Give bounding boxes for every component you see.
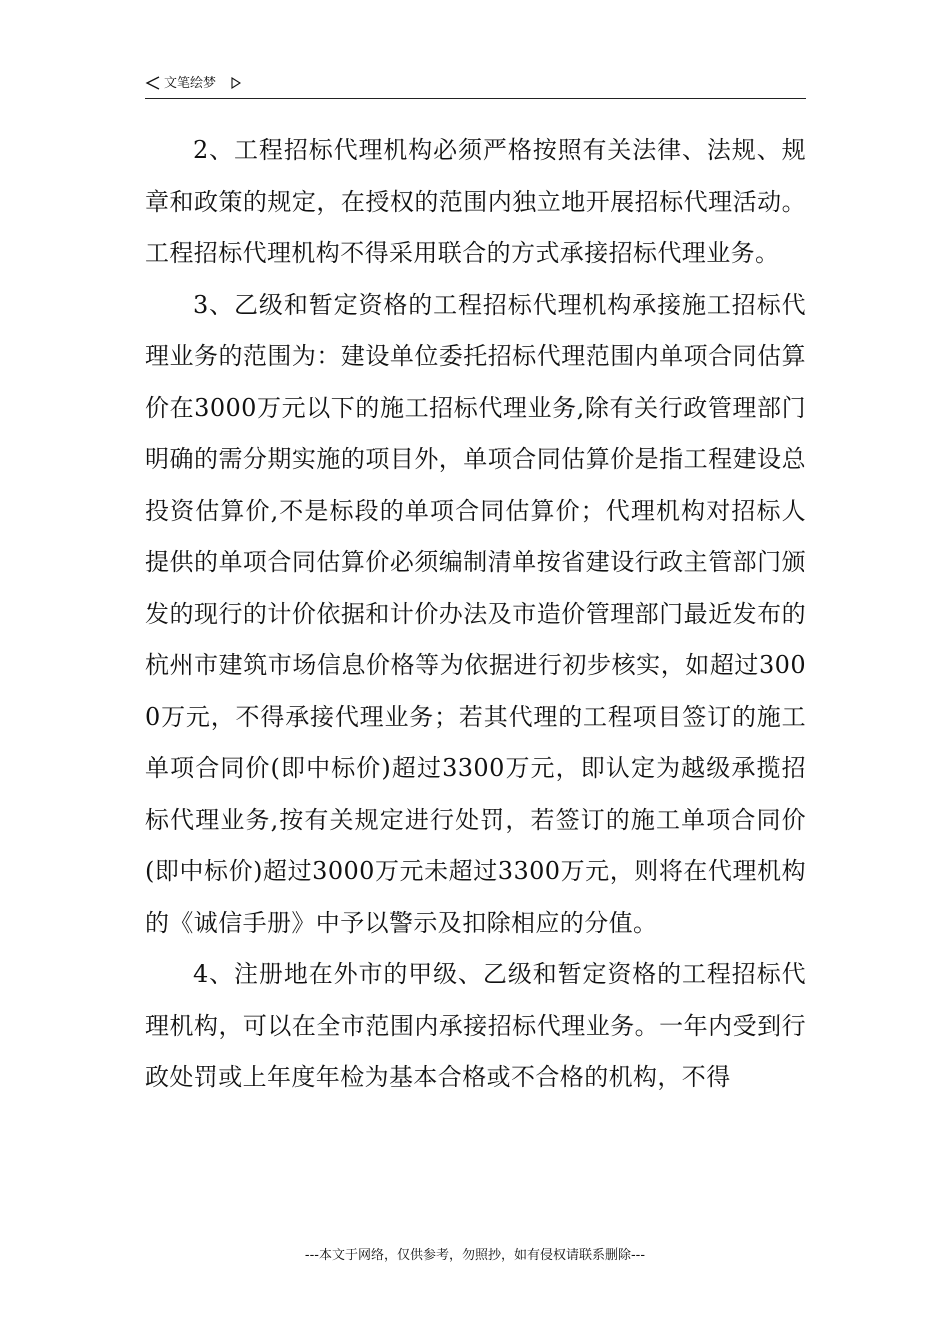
paragraph-3: 3、乙级和暂定资格的工程招标代理机构承接施工招标代理业务的范围为：建设单位委托招标代理范围内单项合同估算价在3000万元以下的施工招标代理业务,除有关行政管理部门明确的需分期实施的项目外，单项合同估算价是指工程建设总投资估算价,不是标段的单项合同估算价；代理机构对招标人提供的单项合同估算价必须编制清单按省建设行政主管部门颁发的现行的计价依据和计价办法及市造价管理部门最近发布的杭州市建筑市场信息价格等为依据进行初步核实，如超过3000万元，不得承接代理业务；若其代理的工程项目签订的施工单项合同价(即中标价)超过3300万元，即认定为越级承揽招标代理业务,按有关规定进行处罚，若签订的施工单项合同价(即中标价)超过3000万元未超过3300万元，则将在代理机构的《诚信手册》中予以警示及扣除相应的分值。 (145, 290, 806, 937)
page-header (145, 72, 806, 99)
triangle-right-icon (231, 77, 241, 89)
paragraph-2: 2、工程招标代理机构必须严格按照有关法律、法规、规章和政策的规定，在授权的范围内独立地开展招标代理活动。工程招标代理机构不得采用联合的方式承接招标代理业务。 (145, 136, 806, 267)
paragraph-4: 4、注册地在外市的甲级、乙级和暂定资格的工程招标代理机构，可以在全市范围内承接招标代理业务。一年内受到行政处罚或上年度年检为基本合格或不合格的机构，不得 (145, 960, 806, 1091)
triangle-left-icon (145, 75, 161, 91)
page-footer: ---本文于网络，仅供参考，勿照抄，如有侵权请联系删除--- (304, 1248, 646, 1263)
document-body (145, 125, 806, 1104)
header-title: 文笔绘梦 (164, 76, 217, 91)
